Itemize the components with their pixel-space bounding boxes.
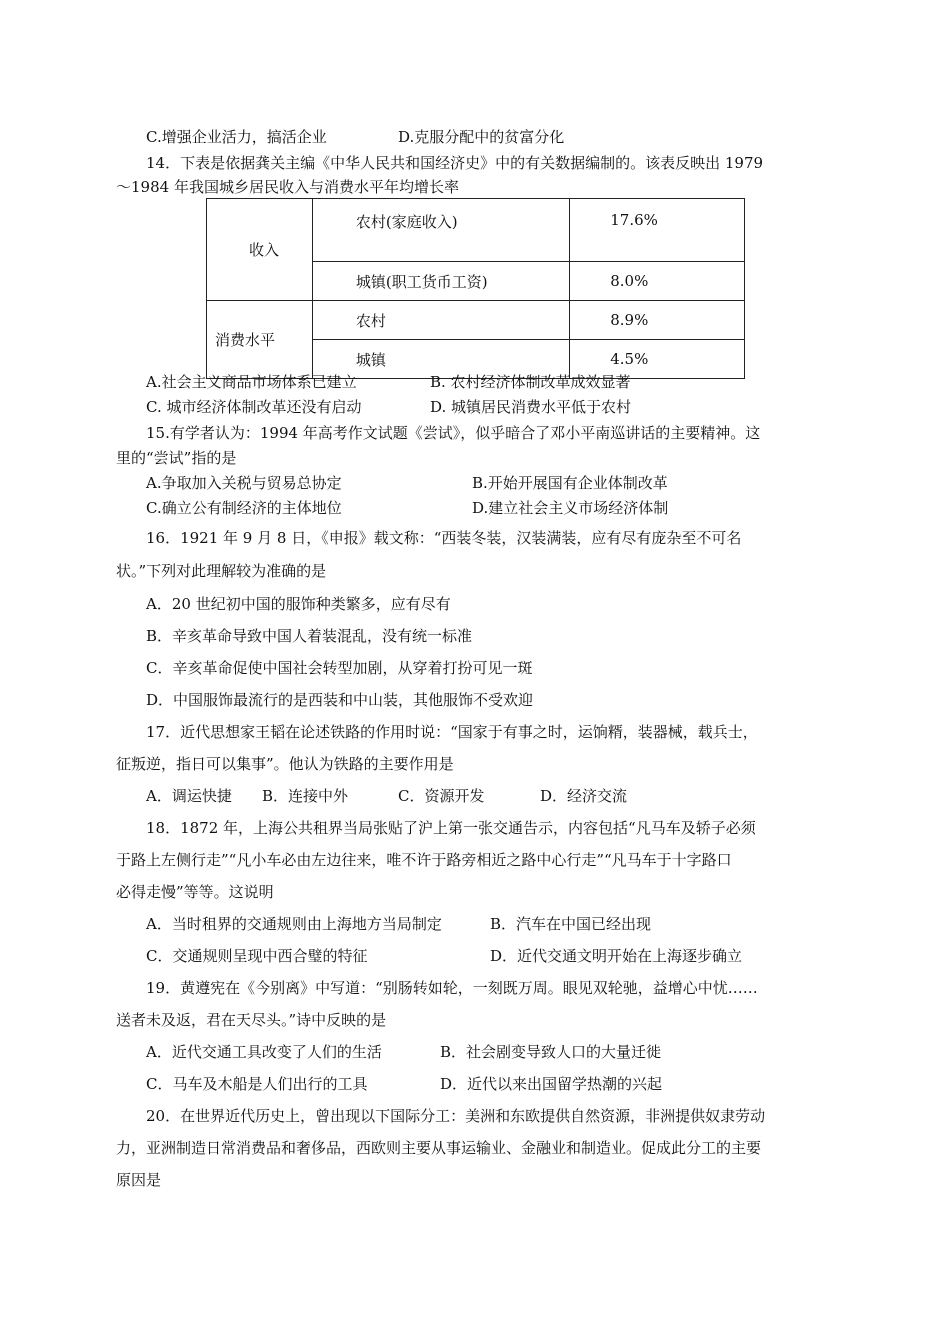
consumption-group-label: 消费水平 [207, 301, 313, 379]
q15-option-b: B.开始开展国有企业体制改革 [472, 474, 668, 492]
q20-stem-line-3: 原因是 [116, 1171, 162, 1189]
q18-stem-line-2: 于路上左侧行走”“凡小车必由左边往来，唯不许于路旁相近之路中心行走”“凡马车于十字路口 [116, 851, 732, 869]
q14-stem-line-2: ～1984 年我国城乡居民收入与消费水平年均增长率 [116, 178, 459, 196]
q18-option-a: A．当时租界的交通规则由上海地方当局制定 [146, 915, 442, 933]
q15-option-d: D.建立社会主义市场经济体制 [472, 499, 669, 517]
table-cell-item: 城镇(职工货币工资) [312, 262, 569, 301]
q16-stem-line-2: 状。”下列对此理解较为准确的是 [116, 562, 327, 580]
table-cell-item: 农村(家庭收入) [312, 199, 569, 262]
q15-stem-line-1: 15.有学者认为：1994 年高考作文试题《尝试》，似乎暗合了邓小平南巡讲话的主要精神。这 [146, 424, 761, 442]
q20-stem-line-1: 20．在世界近代历史上，曾出现以下国际分工：美洲和东欧提供自然资源，非洲提供奴隶劳动 [146, 1107, 766, 1125]
table-cell-item: 城镇 [312, 340, 569, 379]
q19-stem-line-2: 送者未及返，君在天尽头。”诗中反映的是 [116, 1011, 387, 1029]
q16-option-d: D．中国服饰最流行的是西装和中山装，其他服饰不受欢迎 [146, 691, 534, 709]
q15-stem-line-2: 里的“尝试”指的是 [116, 449, 237, 467]
table-cell-item: 农村 [312, 301, 569, 340]
table-cell-value: 17.6% [570, 199, 745, 262]
q16-option-b: B．辛亥革命导致中国人着装混乱，没有统一标准 [146, 627, 473, 645]
growth-rate-table [206, 198, 745, 379]
table-cell-value: 8.9% [570, 301, 745, 340]
q16-option-c: C．辛亥革命促使中国社会转型加剧，从穿着打扮可见一斑 [146, 659, 533, 677]
q18-stem-line-1: 18．1872 年，上海公共租界当局张贴了沪上第一张交通告示，内容包括“凡马车及轿子必须 [146, 819, 756, 837]
q19-stem-line-1: 19．黄遵宪在《今别离》中写道：“别肠转如轮，一刻既万周。眼见双轮驰，益增心中忧…… [146, 979, 758, 997]
q17-option-a: A．调运快捷 [146, 787, 232, 805]
income-group-label: 收入 [207, 199, 313, 301]
q18-option-c: C．交通规则呈现中西合璧的特征 [146, 947, 368, 965]
q20-stem-line-2: 力，亚洲制造日常消费品和奢侈品，西欧则主要从事运输业、金融业和制造业。促成此分工的主要 [116, 1139, 762, 1157]
table-row [207, 301, 745, 340]
q19-option-b: B．社会剧变导致人口的大量迁徙 [440, 1043, 662, 1061]
q17-stem-line-1: 17．近代思想家王韬在论述铁路的作用时说：“国家于有事之时，运饷糈，装器械，载兵士， [146, 723, 758, 741]
q14-option-c: C. 城市经济体制改革还没有启动 [146, 398, 362, 416]
q13-option-c: C.增强企业活力，搞活企业 [146, 128, 327, 146]
q19-option-c: C．马车及木船是人们出行的工具 [146, 1075, 368, 1093]
q17-stem-line-2: 征叛逆，指日可以集事”。他认为铁路的主要作用是 [116, 755, 454, 773]
q18-option-b: B．汽车在中国已经出现 [490, 915, 652, 933]
q16-stem-line-1: 16．1921 年 9 月 8 日，《申报》载文称：“西装冬装，汉装满装，应有尽有庞杂至不可名 [146, 529, 742, 547]
q17-option-d: D．经济交流 [540, 787, 628, 805]
table-cell-value: 8.0% [570, 262, 745, 301]
q17-option-b: B．连接中外 [262, 787, 349, 805]
table-cell-value: 4.5% [570, 340, 745, 379]
q17-option-c: C．资源开发 [398, 787, 485, 805]
q19-option-d: D．近代以来出国留学热潮的兴起 [440, 1075, 663, 1093]
q14-option-a: A.社会主义商品市场体系已建立 [146, 373, 357, 391]
table-row [207, 199, 745, 262]
q18-option-d: D．近代交通文明开始在上海逐步确立 [490, 947, 743, 965]
q14-option-b: B. 农村经济体制改革成效显著 [430, 373, 631, 391]
q16-option-a: A．20 世纪初中国的服饰种类繁多，应有尽有 [146, 595, 451, 613]
q15-option-c: C.确立公有制经济的主体地位 [146, 499, 342, 517]
q14-option-d: D. 城镇居民消费水平低于农村 [430, 398, 632, 416]
q14-stem-line-1: 14．下表是依据龚关主编《中华人民共和国经济史》中的有关数据编制的。该表反映出 1979 [146, 154, 764, 172]
q18-stem-line-3: 必得走慢”等等。这说明 [116, 883, 274, 901]
q15-option-a: A.争取加入关税与贸易总协定 [146, 474, 342, 492]
q13-option-d: D.克服分配中的贫富分化 [398, 128, 565, 146]
q19-option-a: A．近代交通工具改变了人们的生活 [146, 1043, 382, 1061]
